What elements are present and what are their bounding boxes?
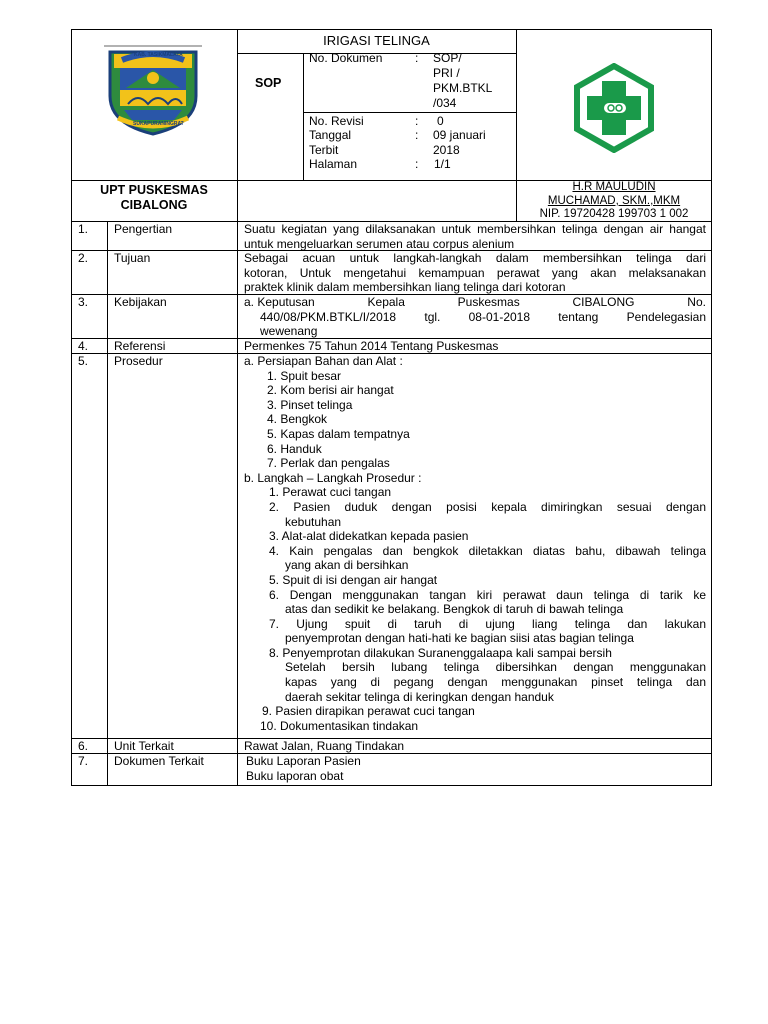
list-item: 4. Kain pengalas dan bengkok diletakkan diatas bahu, dibawah telinga bbox=[269, 543, 706, 558]
list-item: 9. Pasien dirapikan perawat cuci tangan bbox=[262, 704, 475, 719]
row-label-prosedur: Prosedur bbox=[114, 354, 163, 368]
row-number: 5. bbox=[78, 354, 89, 368]
signer-title: MUCHAMAD, SKM.,MKM bbox=[547, 194, 681, 207]
list-item: 2. Kom berisi air hangat bbox=[267, 383, 394, 398]
regency-logo bbox=[104, 44, 202, 136]
issue-date-colon: : bbox=[415, 128, 419, 142]
signer-nip: NIP. 19720428 199703 1 002 bbox=[539, 208, 689, 220]
list-item: 8. Penyemprotan dilakukan Suranenggalaapa kali sampai bersih bbox=[269, 645, 612, 660]
row-label-referensi: Referensi bbox=[114, 339, 166, 353]
row-label-tujuan: Tujuan bbox=[114, 251, 151, 265]
sop-label: SOP bbox=[255, 76, 282, 90]
revision-value: 0 bbox=[437, 114, 444, 128]
list-item-cont: atas dan sedikit ke belakang. Bengkok di taruh di bawah telinga bbox=[285, 602, 624, 617]
row-text-dokumen-terkait: Buku Laporan Pasien Buku laporan obat bbox=[246, 754, 361, 783]
row-label-unit-terkait: Unit Terkait bbox=[114, 739, 174, 753]
list-item-cont: penyemprotan dengan hati-hati ke bagian siisi atas bagian telinga bbox=[285, 631, 634, 646]
signer-block bbox=[516, 181, 712, 222]
procedure-list bbox=[244, 354, 706, 733]
revision-colon: : bbox=[415, 114, 419, 128]
row-text-unit-terkait: Rawat Jalan, Ruang Tindakan bbox=[244, 739, 405, 753]
page-colon: : bbox=[415, 157, 419, 171]
doc-number-label: No. Dokumen bbox=[309, 51, 383, 65]
list-item: 1. Perawat cuci tangan bbox=[269, 485, 392, 500]
row-label-pengertian: Pengertian bbox=[114, 222, 173, 236]
issue-date-value: 09 januari 2018 bbox=[433, 128, 486, 157]
section-a-title: a. Persiapan Bahan dan Alat : bbox=[244, 354, 403, 368]
row-number: 1. bbox=[78, 222, 89, 236]
row-number: 6. bbox=[78, 739, 89, 753]
issue-date-label: Tanggal Terbit bbox=[309, 128, 352, 157]
row-number: 3. bbox=[78, 295, 89, 309]
list-item: 5. Spuit di isi dengan air hangat bbox=[269, 572, 438, 587]
signer-name: H.R MAULUDIN bbox=[572, 181, 656, 193]
logo-motto-text: SUKAPURANINGRAT bbox=[133, 121, 184, 127]
puskesmas-logo bbox=[569, 63, 659, 153]
row-number: 2. bbox=[78, 251, 89, 265]
list-item-cont: daerah sekitar telinga di keringkan dengan handuk bbox=[285, 689, 554, 704]
list-item: 5. Kapas dalam tempatnya bbox=[267, 426, 410, 441]
row-label-kebijakan: Kebijakan bbox=[114, 295, 167, 309]
list-item: 2. Pasien duduk dengan posisi kepala dimiringkan sesuai dengan bbox=[269, 499, 706, 514]
row-number: 4. bbox=[78, 339, 89, 353]
row-text-referensi: Permenkes 75 Tahun 2014 Tentang Puskesmas bbox=[244, 339, 499, 353]
list-item: 1. Spuit besar bbox=[267, 368, 342, 383]
list-item-cont: yang akan di bersihkan bbox=[285, 558, 409, 573]
list-item: 10. Dokumentasikan tindakan bbox=[260, 718, 419, 733]
row-number: 7. bbox=[78, 754, 89, 768]
row-text-tujuan: Sebagai acuan untuk langkah-langkah dalam membersihkan telinga dari kotoran, Untuk mengetahui kemampuan perawat yang akan melaksanakan praktek klinik dalam membersihkan liang telinga dari kotoran bbox=[244, 251, 706, 294]
list-item: 6. Dengan menggunakan tangan kiri perawat daun telinga di tarik ke bbox=[269, 587, 706, 602]
logo-banner-text: KAB. TASIKMALAYA bbox=[134, 52, 183, 58]
row-text-kebijakan: a. Keputusan Kepala Puskesmas CIBALONG No. 440/08/PKM.BTKL/I/2018 tgl. 08-01-2018 tentang Pendelegasian wewenang bbox=[244, 295, 706, 338]
doc-number-colon: : bbox=[415, 51, 419, 65]
list-item: 7. Ujung spuit di taruh di ujung liang telinga dan lakukan bbox=[269, 616, 706, 631]
row-label-dokumen-terkait: Dokumen Terkait bbox=[114, 754, 204, 768]
page-value: 1/1 bbox=[434, 157, 451, 171]
list-item: 6. Handuk bbox=[267, 441, 322, 456]
section-b-title: b. Langkah – Langkah Prosedur : bbox=[244, 470, 422, 485]
organization-name: UPT PUSKESMAS CIBALONG bbox=[100, 183, 208, 212]
list-item-cont: kapas yang di pegang dengan menggunakan pinset telinga dan bbox=[285, 675, 706, 690]
list-item: 3. Pinset telinga bbox=[267, 397, 353, 412]
list-item: 4. Bengkok bbox=[267, 412, 328, 427]
row-text-pengertian: Suatu kegiatan yang dilaksanakan untuk membersihkan telinga dengan air hangat untuk mengeluarkan serumen atau corpus alenium bbox=[244, 222, 706, 251]
list-item-cont: kebutuhan bbox=[285, 514, 342, 529]
list-item-cont: Setelah bersih lubang telinga dibersihkan dengan menggunakan bbox=[285, 660, 706, 675]
document-title: IRIGASI TELINGA bbox=[323, 33, 430, 48]
list-item: 7. Perlak dan pengalas bbox=[267, 456, 390, 471]
revision-label: No. Revisi bbox=[309, 114, 364, 128]
doc-number-value: SOP/ PRI / PKM.BTKL /034 bbox=[433, 51, 493, 110]
page-label: Halaman bbox=[309, 157, 358, 171]
list-item: 3. Alat-alat didekatkan kepada pasien bbox=[269, 529, 469, 544]
